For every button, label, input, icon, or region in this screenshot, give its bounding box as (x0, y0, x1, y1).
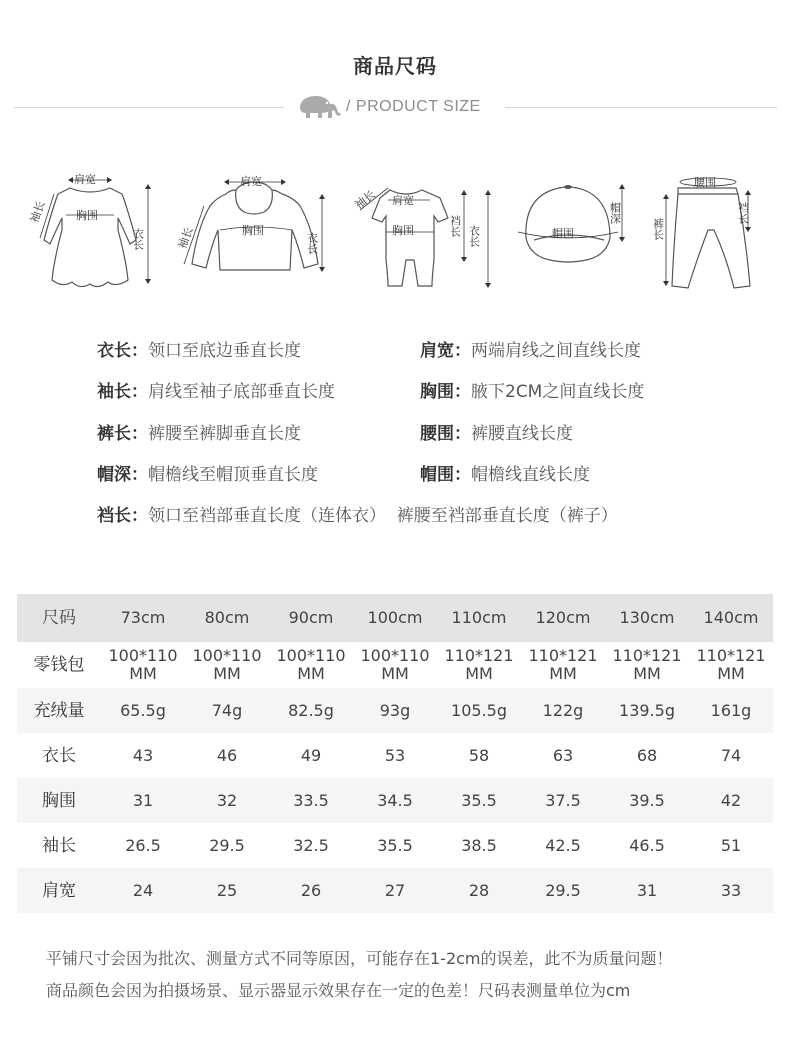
table-cell: 161g (689, 688, 773, 733)
table-cell: 58 (468, 745, 490, 765)
table-cell: 25 (185, 868, 269, 913)
hoodie-length-label: 衣长 (305, 232, 319, 254)
table-cell: 100*110 MM (192, 646, 262, 683)
table-cell: 122g (521, 688, 605, 733)
table-row (17, 778, 773, 823)
table-cell: 68 (636, 745, 658, 765)
romper-length-label: 衣长 (467, 225, 481, 247)
pants-length-label: 裤长 (651, 218, 665, 240)
romper-crotch-label: 裆长 (448, 215, 462, 237)
table-cell: 53 (384, 745, 406, 765)
page-subtitle: / PRODUCT SIZE (346, 98, 481, 115)
definition-chest: 胸围：腋下2CM之间直线长度 (420, 382, 645, 402)
table-header-cell: 尺码 (17, 594, 101, 642)
divider-right (505, 107, 777, 108)
romper-sleeve-label: 袖长 (352, 187, 378, 212)
table-row (17, 688, 773, 733)
definition-shoulder: 肩宽：两端肩线之间直线长度 (420, 341, 641, 361)
table-cell: 65.5g (101, 688, 185, 733)
table-cell: 26 (269, 868, 353, 913)
table-cell: 51 (720, 835, 742, 855)
table-row-label: 零钱包 (33, 655, 85, 675)
dress-length-label: 衣长 (131, 228, 145, 250)
table-cell: 46 (216, 745, 238, 765)
table-header-cell: 110cm (437, 594, 521, 642)
table-cell: 27 (353, 868, 437, 913)
table-cell: 31 (605, 868, 689, 913)
table-cell: 39.5 (605, 778, 689, 823)
table-cell: 29.5 (209, 835, 245, 855)
table-cell: 110*121 MM (696, 646, 766, 683)
table-row-label: 肩宽 (17, 868, 101, 913)
hoodie-diagram (175, 160, 328, 299)
elephant-icon (296, 94, 342, 124)
table-header-cell: 120cm (521, 594, 605, 642)
definition-crotch: 裆长：领口至裆部垂直长度（连体衣） 裤腰至裆部垂直长度（裤子） (97, 506, 618, 526)
dress-sleeve-label: 袖长 (27, 199, 48, 225)
table-cell: 29.5 (521, 868, 605, 913)
table-cell: 100*110 MM (108, 646, 178, 683)
definition-hat-circumference: 帽围：帽檐线直线长度 (420, 465, 590, 485)
definition-waist: 腰围：裤腰直线长度 (420, 424, 573, 444)
table-cell: 93g (353, 688, 437, 733)
definition-sleeve: 袖长：肩线至袖子底部垂直长度 (97, 382, 335, 402)
table-cell: 100*110 MM (276, 646, 346, 683)
table-row (17, 823, 773, 868)
table-cell: 42.5 (545, 835, 581, 855)
table-row (17, 642, 773, 688)
table-cell: 100*110 MM (360, 646, 430, 683)
dress-shoulder-label: 肩宽 (74, 173, 96, 186)
table-cell: 74 (720, 745, 742, 765)
table-cell: 31 (101, 778, 185, 823)
table-row-label: 充绒量 (17, 688, 101, 733)
table-cell: 74g (185, 688, 269, 733)
pants-crotch-label: 裆长 (736, 202, 750, 224)
table-cell: 28 (437, 868, 521, 913)
table-cell: 34.5 (353, 778, 437, 823)
table-cell: 38.5 (461, 835, 497, 855)
table-cell: 26.5 (125, 835, 161, 855)
definition-pants-length: 裤长：裤腰至裤脚垂直长度 (97, 424, 301, 444)
note-measurement-error: 平铺尺寸会因为批次、测量方式不同等原因，可能存在1-2cm的误差，此不为质量问题！ (46, 949, 673, 968)
table-cell: 139.5g (605, 688, 689, 733)
size-table (17, 594, 773, 913)
divider-left (14, 107, 284, 108)
table-header-cell: 73cm (101, 594, 185, 642)
table-header-row (17, 594, 773, 642)
hat-circumference-label: 帽围 (552, 227, 574, 240)
table-cell: 63 (552, 745, 574, 765)
table-cell: 33.5 (269, 778, 353, 823)
hat-depth-label: 帽深 (608, 202, 622, 224)
definition-hat-depth: 帽深：帽檐线至帽顶垂直长度 (97, 465, 318, 485)
table-cell: 49 (300, 745, 322, 765)
hoodie-chest-label: 胸围 (242, 224, 264, 237)
table-cell: 43 (132, 745, 154, 765)
table-cell: 33 (689, 868, 773, 913)
note-color-difference: 商品颜色会因为拍摄场景、显示器显示效果存在一定的色差！尺码表测量单位为cm (46, 981, 631, 1000)
subtitle-bar (0, 92, 790, 124)
table-cell: 35.5 (377, 835, 413, 855)
table-cell: 35.5 (437, 778, 521, 823)
dress-chest-label: 胸围 (76, 209, 98, 222)
table-header-cell: 90cm (269, 594, 353, 642)
table-header-cell: 80cm (185, 594, 269, 642)
page-title: 商品尺码 (353, 54, 437, 78)
table-row (17, 868, 773, 913)
definition-length: 衣长：领口至底边垂直长度 (97, 341, 301, 361)
table-row (17, 733, 773, 778)
table-header-cell: 100cm (353, 594, 437, 642)
romper-diagram (348, 160, 498, 299)
table-cell: 42 (689, 778, 773, 823)
table-cell: 32.5 (293, 835, 329, 855)
pants-diagram (650, 160, 770, 299)
table-header-cell: 130cm (605, 594, 689, 642)
table-cell: 32 (185, 778, 269, 823)
romper-shoulder-label: 肩宽 (392, 194, 414, 207)
dress-diagram (27, 160, 150, 299)
table-row-label: 胸围 (17, 778, 101, 823)
table-row-label: 衣长 (42, 745, 76, 766)
pants-waist-label: 腰围 (694, 176, 716, 189)
hat-diagram (512, 160, 642, 299)
table-cell: 37.5 (521, 778, 605, 823)
table-header-cell: 140cm (689, 594, 773, 642)
table-row-label: 袖长 (42, 835, 76, 856)
table-cell: 110*121 MM (528, 646, 598, 683)
table-cell: 105.5g (437, 688, 521, 733)
table-cell: 82.5g (269, 688, 353, 733)
table-cell: 110*121 MM (444, 646, 514, 683)
romper-chest-label: 胸围 (392, 224, 414, 237)
table-cell: 46.5 (629, 835, 665, 855)
table-cell: 110*121 MM (612, 646, 682, 683)
table-cell: 24 (101, 868, 185, 913)
hoodie-sleeve-label: 袖长 (175, 225, 196, 251)
hoodie-shoulder-label: 肩宽 (240, 175, 262, 188)
